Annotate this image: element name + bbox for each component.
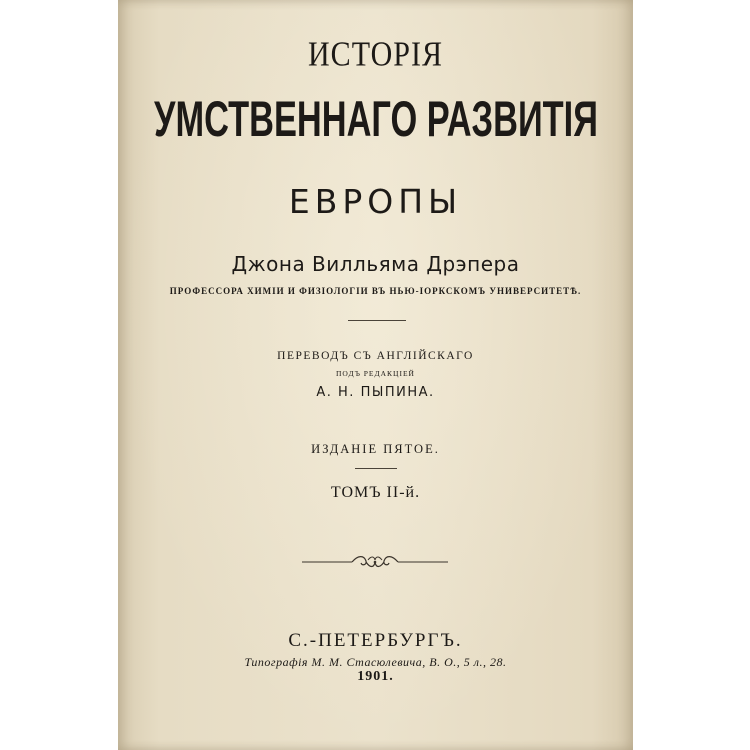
title-line-2: УМСТВЕННАГО РАЗВИТІЯ [154,92,598,148]
publication-city: С.-ПЕТЕРБУРГЪ. [288,630,463,651]
volume-number: ТОМЪ II-й. [330,484,421,501]
editor-name: А. Н. ПЫПИНА. [316,385,435,400]
publication-year: 1901. [357,669,394,684]
title-line-1: ИСТОРІЯ [308,35,443,74]
edition-note: ИЗДАНІЕ ПЯТОЕ. [311,442,440,456]
title-page [118,0,633,750]
ornament-flourish-icon [300,552,450,572]
divider-rule [348,320,406,321]
author-affiliation: ПРОФЕССОРА ХИМІИ И ФИЗІОЛОГІИ ВЪ НЬЮ-ІОРКСКОМЪ УНИВЕРСИТЕТѢ. [169,286,582,296]
author-name: Джона Вилльяма Дрэпера [231,252,520,276]
title-line-3: ЕВРОПЫ [288,182,463,221]
printer-imprint: Типографія М. М. Стасюлевича, В. О., 5 л., 28. [244,655,507,669]
translation-note: ПЕРЕВОДЪ СЪ АНГЛІЙСКАГО [277,350,474,362]
divider-rule [355,468,397,469]
editorship-note: ПОДЪ РЕДАКЦІЕЙ [336,369,415,378]
